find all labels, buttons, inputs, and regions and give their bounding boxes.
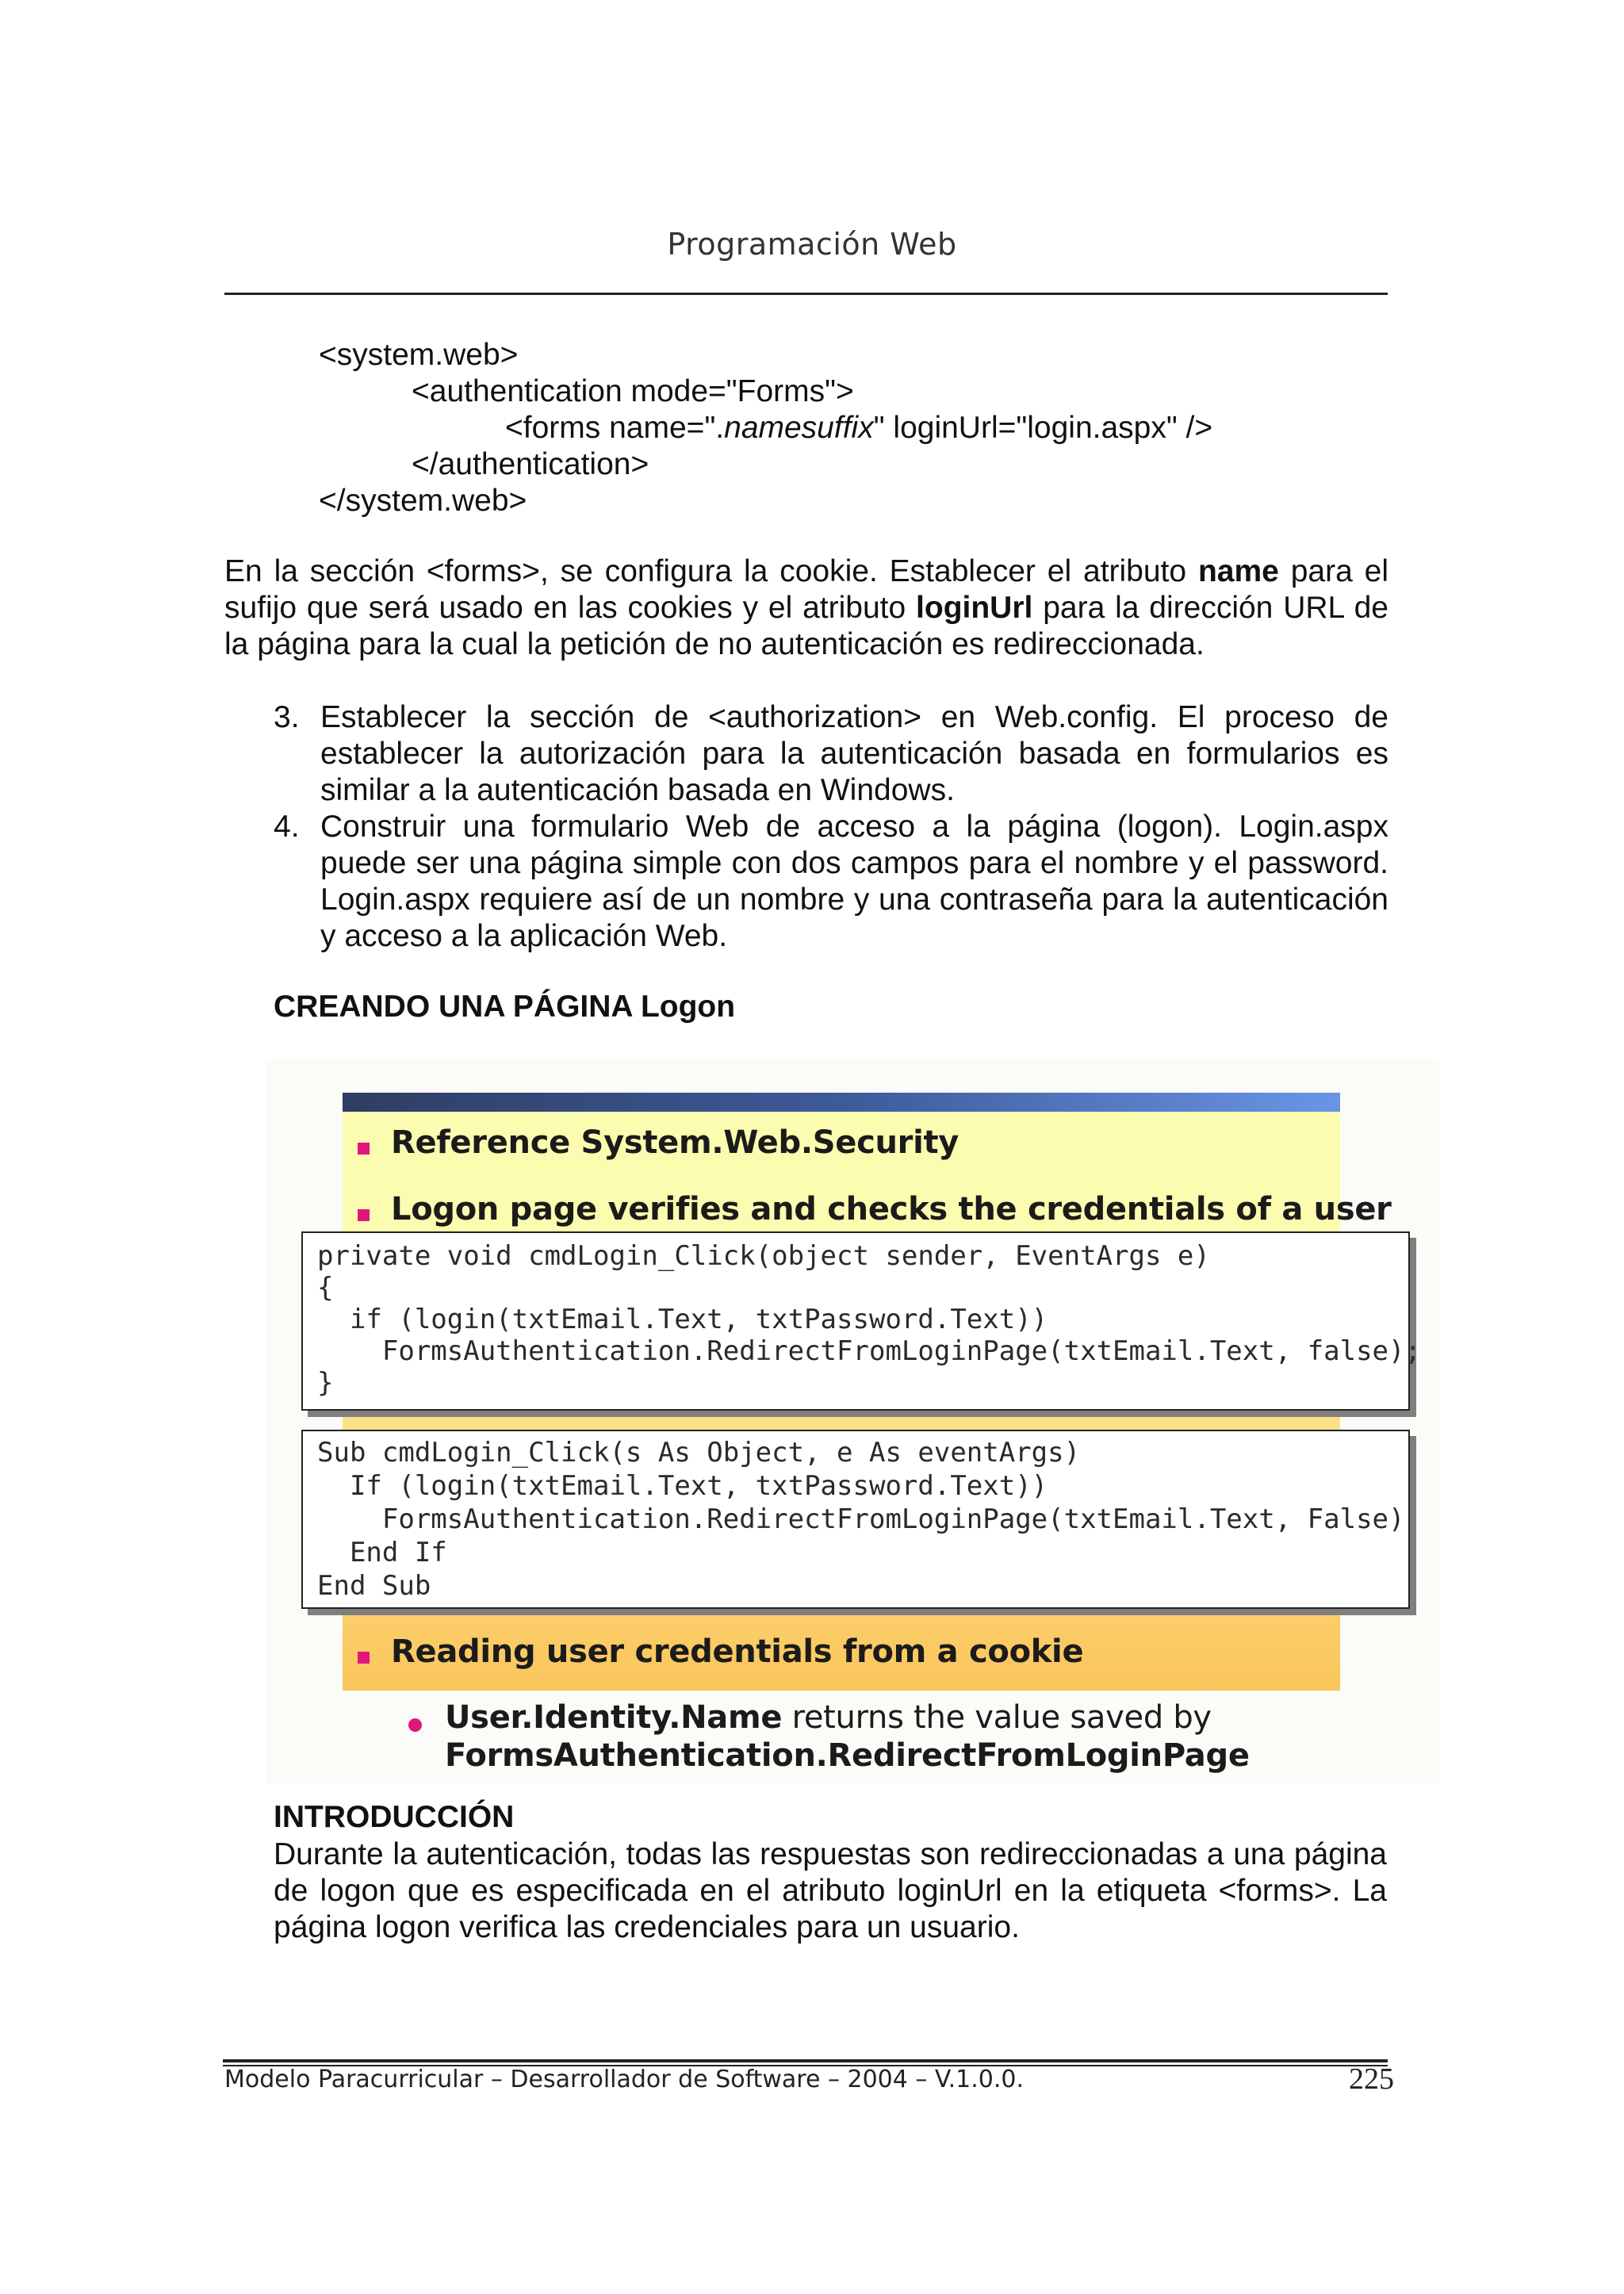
config-line-1: <system.web> (319, 338, 519, 372)
config-line-3-italic: namesuffix (724, 411, 874, 445)
slide-figure (266, 1059, 1439, 1784)
footer-rule (223, 2059, 1388, 2062)
slide-bullet-3: Reading user credentials from a cookie (391, 1633, 1084, 1670)
page-header-title: Programación Web (667, 227, 957, 262)
square-bullet-icon (358, 1143, 370, 1155)
sub-bullet-text: returns the value saved by (782, 1699, 1212, 1736)
numbered-list (274, 699, 1388, 955)
slide-bullet-1: Reference System.Web.Security (391, 1124, 959, 1161)
config-line-3 (505, 410, 1212, 446)
square-bullet-icon (358, 1209, 370, 1221)
config-line-4: </authentication> (412, 447, 649, 481)
footer-text: Modelo Paracurricular – Desarrollador de Software – 2004 – V.1.0.0. (224, 2066, 1024, 2093)
list-text: Construir una formulario Web de acceso a la página (logon). Login.aspx puede ser una página simple con dos campos para el nombre y el password. Login.aspx requiere así de un nombre y una contraseña para la autenticación y acceso a la aplicación Web. (320, 810, 1388, 953)
section-heading: CREANDO UNA PÁGINA Logon (274, 990, 736, 1024)
config-line-3-pre: <forms name=". (505, 411, 725, 445)
config-line-5: </system.web> (319, 484, 527, 518)
list-item (274, 699, 1388, 809)
slide-title-bar (343, 1093, 1340, 1112)
list-item (274, 809, 1388, 955)
intro-heading: INTRODUCCIÓN (274, 1800, 515, 1834)
para-bold-loginurl: loginUrl (916, 591, 1033, 625)
slide-sub-bullet (445, 1699, 1212, 1736)
vb-code-box (301, 1430, 1410, 1609)
para-text-3: para la dirección URL de la página para la cual la petición de no autenticación es redireccionada. (224, 591, 1388, 661)
header-rule (224, 293, 1388, 295)
slide-sub-bullet-line-2: FormsAuthentication.RedirectFromLoginPage (445, 1737, 1250, 1774)
list-number: 3. (274, 700, 300, 734)
list-text: Establecer la sección de <authorization> en Web.config. El proceso de establecer la autorización para la autenticación basada en formularios es similar a la autenticación basada en Windows. (320, 700, 1388, 807)
vb-code: Sub cmdLogin_Click(s As Object, e As eventArgs) If (login(txtEmail.Text, txtPassword.Text)) FormsAuthentication.RedirectFromLoginPage(txtEmail.Text, False) End If End Sub (317, 1437, 1405, 1602)
csharp-code-box (301, 1231, 1421, 1411)
sub-bullet-bold: User.Identity.Name (445, 1699, 783, 1736)
page-number: 225 (1349, 2062, 1394, 2096)
round-bullet-icon (408, 1718, 422, 1732)
para-text-1: En la sección <forms>, se configura la cookie. Establecer el atributo (224, 554, 1198, 588)
para-bold-name: name (1197, 554, 1279, 588)
slide-bullet-2: Logon page verifies and checks the credentials of a user (391, 1191, 1392, 1227)
csharp-code: private void cmdLogin_Click(object sender, EventArgs e) { if (login(txtEmail.Text, txtPassword.Text)) FormsAuthentication.RedirectFromLoginPage(txtEmail.Text, false); } (317, 1240, 1421, 1399)
intro-paragraph: Durante la autenticación, todas las respuestas son redireccionadas a una página de logon que es especificada en el atributo loginUrl en la etiqueta <forms>. La página logon verifica las credenciales para un usuario. (274, 1837, 1387, 1944)
forms-paragraph (224, 553, 1388, 663)
list-number: 4. (274, 810, 300, 844)
config-line-3-post: " loginUrl="login.aspx" /> (873, 411, 1213, 445)
para-text-2: para el sufijo que será usado en las cookies y el atributo (224, 554, 1388, 625)
square-bullet-icon (358, 1652, 370, 1664)
config-line-2: <authentication mode="Forms"> (412, 374, 854, 408)
